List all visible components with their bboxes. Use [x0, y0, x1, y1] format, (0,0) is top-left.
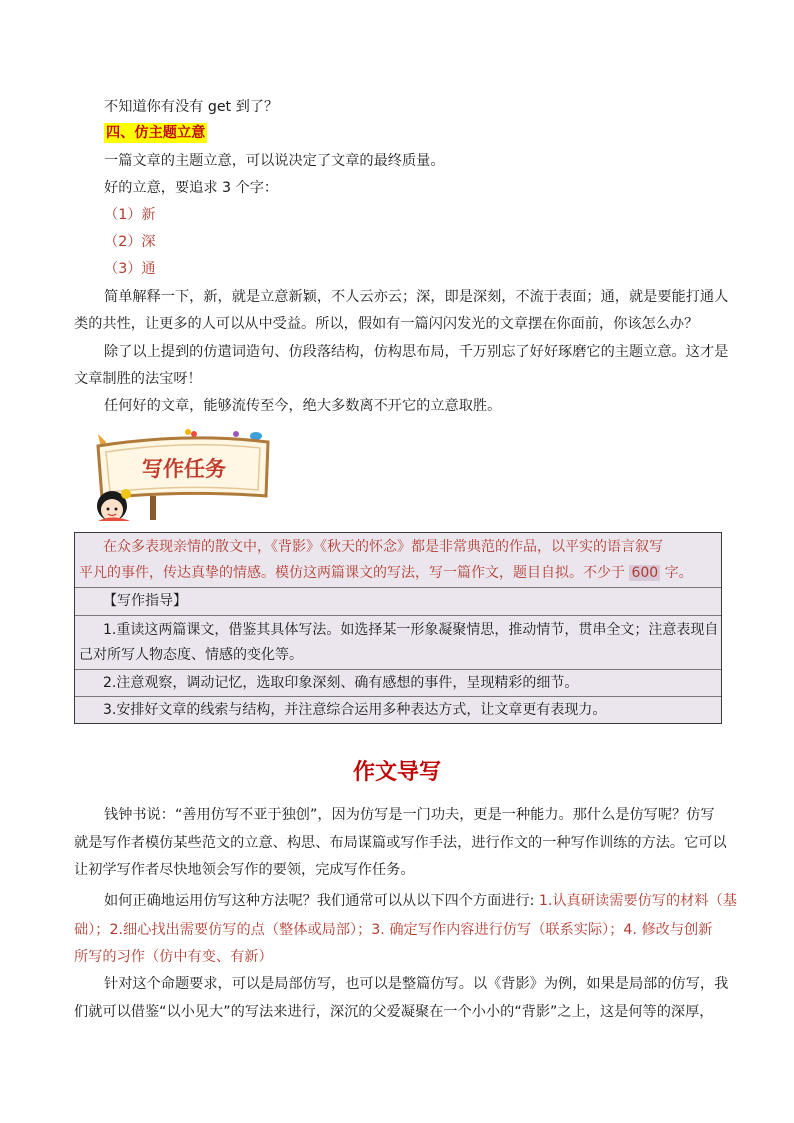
text-line: 钱钟书说：“善用仿写不亚于独创”，因为仿写是一门功夫，更是一种能力。那什么是仿写呢？仿写: [104, 807, 715, 823]
text-line: 让初学写作者尽快地领会写作的要领，完成写作任务。: [74, 862, 415, 878]
task-text: 在众多表现亲情的散文中，《背影》《秋天的怀念》都是非常典范的作品，以平实的语言叙写: [103, 539, 663, 555]
task-text-part: 平凡的事件，传达真挚的情感。模仿这两篇课文的写法，写一篇作文，题目自拟。不少于: [79, 565, 630, 581]
guide-title: 【写作指导】: [103, 593, 187, 609]
task-row: [75, 588, 721, 616]
guide-item: 3.安排好文章的线索与结构，并注意综合运用多种表达方式，让文章更有表现力。: [103, 702, 607, 718]
section-title: 作文导写: [352, 760, 441, 785]
text-line: 简单解释一下，新，就是立意新颖，不人云亦云；深，即是深刻，不流于表面；通，就是要能打通人: [104, 289, 729, 305]
flower-icon: [185, 429, 191, 435]
text-line: [104, 891, 737, 911]
list-item: （2）深: [104, 234, 156, 250]
text-line: 一篇文章的主题立意，可以说决定了文章的最终质量。: [104, 153, 445, 169]
text-line: 们就可以借鉴“以小见大”的写法来进行，深沉的父爱凝聚在一个小小的“背影”之上，这是何等的深厚，: [74, 1004, 714, 1020]
writing-task-box: [74, 532, 722, 724]
text-part: 如何正确地运用仿写这种方法呢？我们通常可以从以下四个方面进行:: [104, 893, 539, 909]
word-count: 600: [631, 565, 659, 581]
guide-item: 2.注意观察，调动记忆，选取印象深刻、确有感想的事件，呈现精彩的细节。: [103, 675, 579, 691]
text-line: 不知道你有没有 get 到了？: [104, 99, 279, 115]
text-part-red: 1.认真研读需要仿写的材料（基: [538, 893, 737, 909]
text-line: 类的共性，让更多的人可以从中受益。所以，假如有一篇闪闪发光的文章摆在你面前，你该怎么办？: [74, 316, 699, 332]
list-item: （1）新: [104, 207, 156, 223]
text-line: 任何好的文章，能够流传至今，绝大多数离不开它的立意取胜。: [104, 398, 502, 414]
guide-item: 己对所写人物态度、情感的变化等。: [79, 647, 303, 663]
guide-item: 1.重读这两篇课文，借鉴其具体写法。如选择某一形象凝聚情思，推动情节，贯串全文；注意表现自: [103, 622, 719, 638]
banner-label: 写作任务: [142, 457, 226, 481]
text-line: 针对这个命题要求，可以是局部仿写，也可以是整篇仿写。以《背影》为例，如果是局部的仿写，我: [104, 976, 729, 992]
writing-task-banner: [76, 424, 276, 524]
text-line: 除了以上提到的仿遣词造句、仿段落结构，仿构思布局，千万别忘了好好琢磨它的主题立意。这才是: [104, 344, 729, 360]
text-line: 所写的习作（仿中有变、有新）: [74, 949, 273, 965]
task-text-part: 字。: [660, 565, 693, 581]
flower-icon: [233, 431, 239, 437]
list-item: （3）通: [104, 261, 156, 277]
task-row: [75, 670, 721, 697]
text-line: 好的立意，要追求 3 个字：: [104, 180, 279, 196]
text-line: 础）；2.细心找出需要仿写的点（整体或局部）；3. 确定写作内容进行仿写（联系实际）；4. 修改与创新: [74, 922, 713, 938]
task-text: [79, 563, 693, 583]
task-row: [75, 533, 721, 588]
task-row: [75, 697, 721, 723]
text-line: 就是写作者模仿某些范文的立意、构思、布局谋篇或写作手法，进行作文的一种写作训练的方法。它可以: [74, 835, 727, 851]
task-row: [75, 616, 721, 670]
section-heading-4: 四、仿主题立意: [106, 125, 206, 141]
text-line: 文章制胜的法宝呀！: [74, 371, 202, 387]
